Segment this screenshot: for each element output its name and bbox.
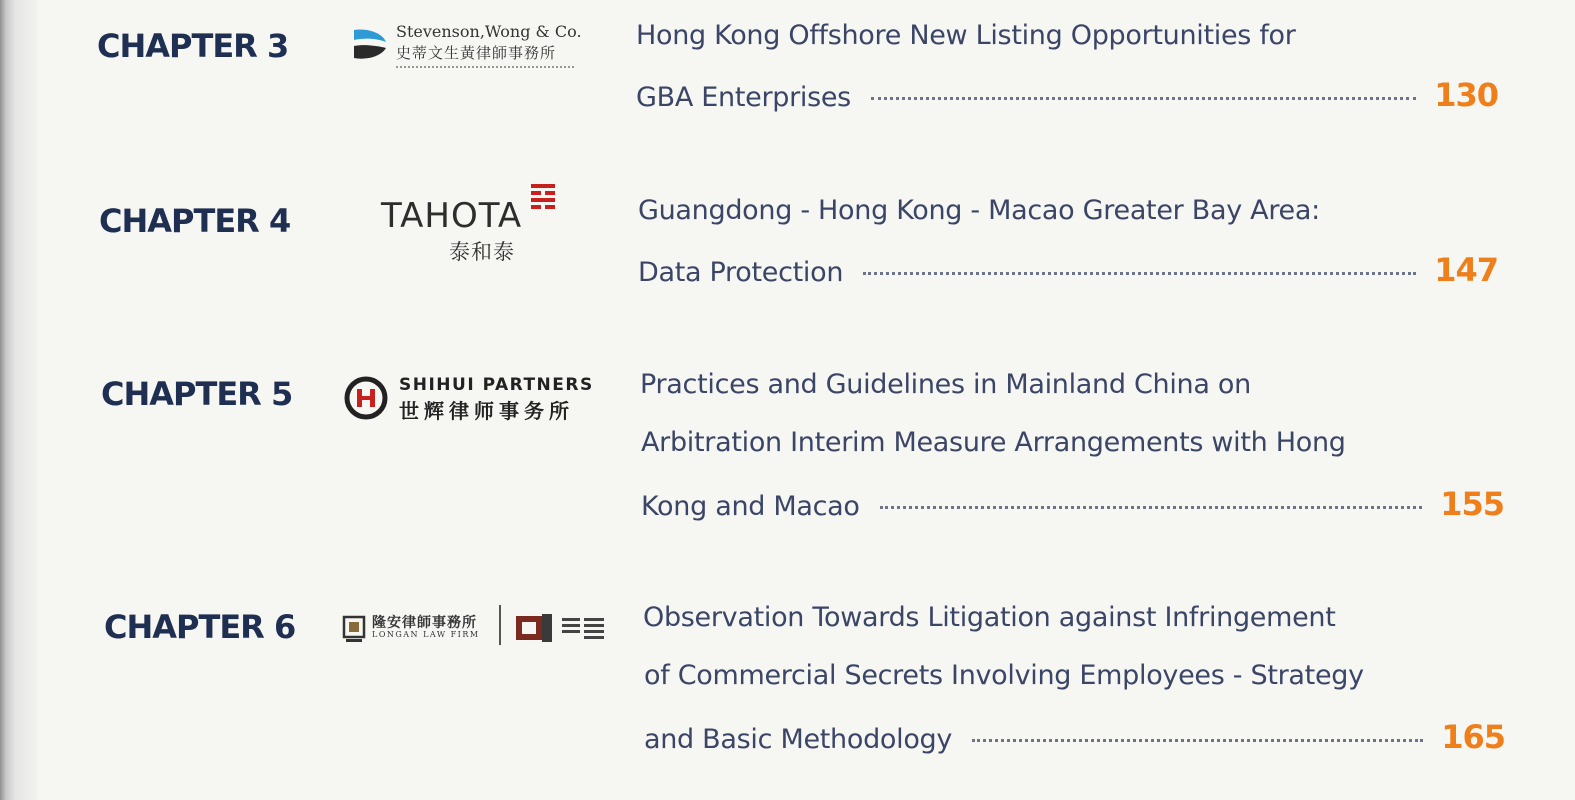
page-number[interactable]: 155 [1440,485,1504,523]
partner-logo-icon [514,612,554,644]
page-binding-edge [0,0,38,800]
longan-logo-icon [342,615,366,643]
logo-name-en: TAHOTA [381,196,523,236]
logo-name-zh: 泰和泰 [449,240,515,264]
page-number[interactable]: 147 [1434,251,1498,289]
chapter-label: CHAPTER 6 [104,608,296,646]
entry-title-last: Data Protection [638,257,844,288]
logo-name-zh: 史蒂文生黃律師事務所 [396,44,557,62]
entry-title-line: Guangdong - Hong Kong - Macao Greater Bay Area: [638,195,1320,226]
entry-title-last: Kong and Macao [641,491,860,522]
dot-leader [972,739,1423,742]
shihui-logo-icon [343,375,389,421]
chapter-label: CHAPTER 5 [101,375,293,413]
chapter-label: CHAPTER 3 [97,27,289,65]
logo-name-zh: 隆安律師事務所 [372,615,477,631]
logo-name-en: LONGAN LAW FIRM [372,630,480,639]
logo-fine-print [396,64,574,68]
chapter-label: CHAPTER 4 [99,202,291,240]
logo-name-zh: 世辉律师事务所 [399,399,574,423]
partner-text-icon [560,615,606,641]
tahota-logo-icon [529,182,557,210]
entry-last-line [636,76,1498,114]
stevenson-wong-logo-icon [352,26,388,62]
dot-leader [871,97,1416,100]
page-number[interactable]: 165 [1441,718,1505,756]
dot-leader [880,506,1423,509]
entry-title-line: of Commercial Secrets Involving Employees - Strategy [644,660,1364,691]
logo-name-en: Stevenson,Wong & Co. [396,22,582,41]
entry-title-line: Practices and Guidelines in Mainland China on [640,369,1251,400]
entry-last-line [644,718,1505,756]
dot-leader [863,272,1416,275]
entry-title-line: Arbitration Interim Measure Arrangements with Hong [641,427,1346,458]
entry-title-last: and Basic Methodology [644,724,953,755]
logo-name-en: SHIHUI PARTNERS [399,375,594,395]
entry-title-line: Observation Towards Litigation against Infringement [643,602,1336,633]
entry-title-line: Hong Kong Offshore New Listing Opportunities for [636,20,1296,51]
logo-divider [499,605,501,645]
entry-last-line [641,485,1504,523]
entry-last-line [638,251,1498,289]
page-number[interactable]: 130 [1434,76,1498,114]
entry-title-last: GBA Enterprises [636,82,851,113]
